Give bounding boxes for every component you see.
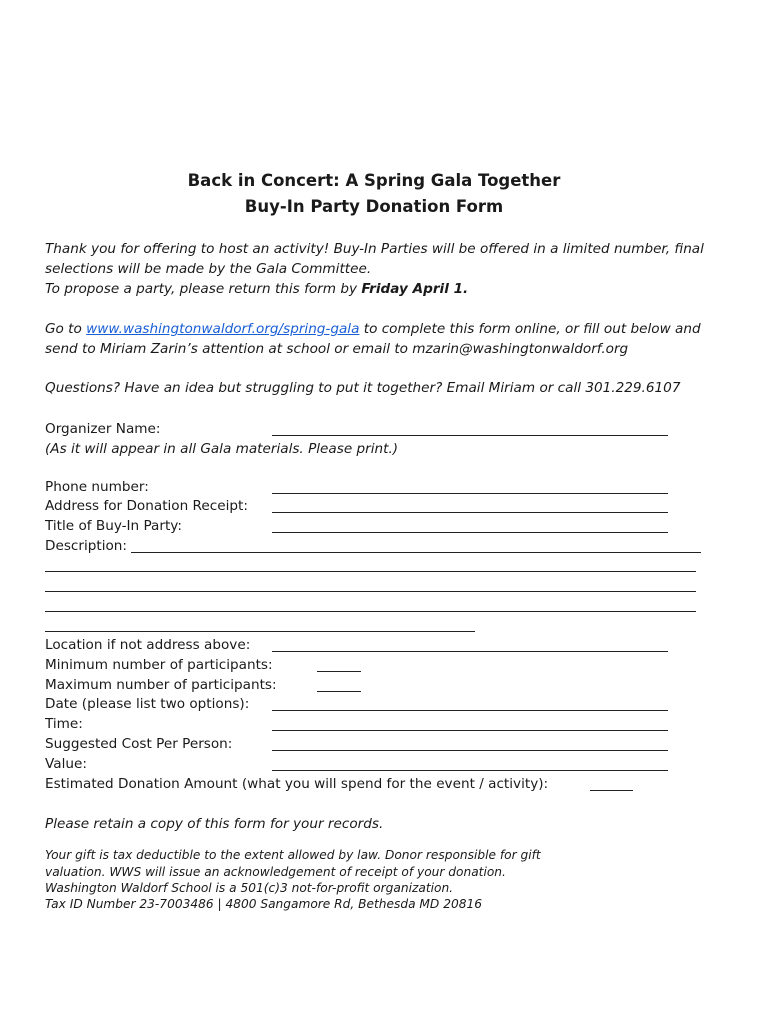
intro-line-2: selections will be made by the Gala Committee. xyxy=(45,261,372,277)
form-title: Back in Concert: A Spring Gala Together xyxy=(187,171,561,190)
online-prefix: Go to xyxy=(45,321,87,337)
intro-line-1: Thank you for offering to host an activity! Buy-In Parties will be offered in a limited number, final xyxy=(45,241,704,257)
organizer-name-label: Organizer Name: xyxy=(45,421,161,437)
description-field-line-4[interactable] xyxy=(45,611,696,612)
online-instructions xyxy=(45,319,701,339)
estimated-donation-field[interactable] xyxy=(590,790,633,791)
min-participants-label: Minimum number of participants: xyxy=(45,657,273,673)
footer-line-4: Tax ID Number 23-7003486 | 4800 Sangamore Rd, Bethesda MD 20816 xyxy=(45,897,482,911)
cost-label: Suggested Cost Per Person: xyxy=(45,736,233,752)
location-field[interactable] xyxy=(272,651,668,652)
value-field[interactable] xyxy=(272,770,668,771)
estimated-donation-label: Estimated Donation Amount (what you will spend for the event / activity): xyxy=(45,776,549,792)
time-field[interactable] xyxy=(272,730,668,731)
online-suffix: to complete this form online, or fill out below and xyxy=(359,321,701,337)
online-instructions-line-2: send to Miriam Zarin’s attention at school or email to mzarin@washingtonwaldorf.org xyxy=(45,341,629,357)
intro-deadline xyxy=(45,279,468,299)
form-subtitle: Buy-In Party Donation Form xyxy=(244,197,504,216)
date-label: Date (please list two options): xyxy=(45,696,250,712)
location-label: Location if not address above: xyxy=(45,637,251,653)
footer-line-1: Your gift is tax deductible to the extent allowed by law. Donor responsible for gift xyxy=(45,848,541,862)
phone-label: Phone number: xyxy=(45,479,149,495)
date-field[interactable] xyxy=(272,710,668,711)
deadline-date: Friday April 1. xyxy=(361,281,469,297)
retain-note: Please retain a copy of this form for your records. xyxy=(45,816,384,832)
phone-field[interactable] xyxy=(272,493,668,494)
description-field-line-3[interactable] xyxy=(45,591,696,592)
deadline-prefix: To propose a party, please return this form by xyxy=(45,281,362,297)
address-label: Address for Donation Receipt: xyxy=(45,498,248,514)
gala-link[interactable]: www.washingtonwaldorf.org/spring-gala xyxy=(86,321,360,337)
organizer-name-field[interactable] xyxy=(272,435,668,436)
time-label: Time: xyxy=(45,716,83,732)
min-participants-field[interactable] xyxy=(317,671,361,672)
organizer-name-note: (As it will appear in all Gala materials. Please print.) xyxy=(45,441,399,457)
max-participants-field[interactable] xyxy=(317,691,361,692)
description-field-line-5[interactable] xyxy=(45,631,475,632)
max-participants-label: Maximum number of participants: xyxy=(45,677,277,693)
footer-line-3: Washington Waldorf School is a 501(c)3 not-for-profit organization. xyxy=(45,881,454,895)
party-title-field[interactable] xyxy=(272,532,668,533)
description-field-line-1[interactable] xyxy=(131,552,701,553)
address-field[interactable] xyxy=(272,512,668,513)
description-field-line-2[interactable] xyxy=(45,571,696,572)
footer-line-2: valuation. WWS will issue an acknowledgement of receipt of your donation. xyxy=(45,865,506,879)
cost-field[interactable] xyxy=(272,750,668,751)
description-label: Description: xyxy=(45,538,128,554)
questions-line: Questions? Have an idea but struggling to put it together? Email Miriam or call 301.229.6107 xyxy=(45,380,681,396)
party-title-label: Title of Buy-In Party: xyxy=(45,518,182,534)
value-label: Value: xyxy=(45,756,87,772)
